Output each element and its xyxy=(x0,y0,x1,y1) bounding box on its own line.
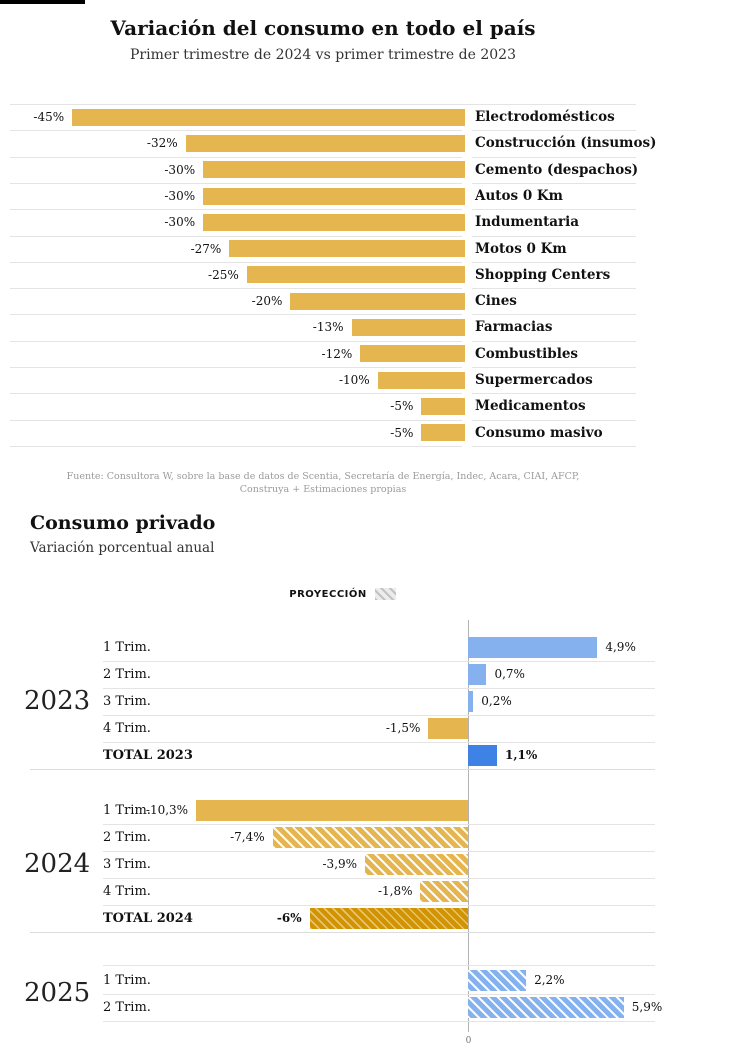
quarter-label: TOTAL 2024 xyxy=(103,911,193,926)
hatch-swatch-icon xyxy=(375,588,396,600)
year-label: 2024 xyxy=(24,849,91,879)
bar-value-label: -30% xyxy=(164,162,196,177)
row-divider xyxy=(10,183,462,184)
row-divider xyxy=(103,824,655,825)
quarter-label: 2 Trim. xyxy=(103,1000,151,1015)
chart2-subtitle: Variación porcentual anual xyxy=(30,540,215,556)
bar-value-label: -10% xyxy=(338,373,370,387)
bar xyxy=(229,240,465,257)
projection-bar xyxy=(310,908,468,929)
bar-category-label: Construcción (insumos) xyxy=(475,135,657,152)
row-divider xyxy=(103,715,655,716)
projection-bar xyxy=(273,827,468,848)
bar-category-label: Cines xyxy=(475,293,517,310)
bar xyxy=(468,745,497,766)
bar-category-label: Cemento (despachos) xyxy=(475,161,639,178)
bar-category-label: Autos 0 Km xyxy=(475,187,563,204)
bar xyxy=(360,345,465,362)
bar-category-label: Combustibles xyxy=(475,345,579,362)
quarter-label: 4 Trim. xyxy=(103,884,151,899)
bar xyxy=(428,718,468,739)
bar-value-label: -10,3% xyxy=(145,803,189,817)
row-divider xyxy=(10,209,462,210)
row-divider xyxy=(10,341,462,342)
bar-category-label: Indumentaria xyxy=(475,214,580,231)
section-divider xyxy=(30,932,655,933)
bar-category-label: Farmacias xyxy=(475,319,553,336)
row-divider xyxy=(103,965,655,966)
bar xyxy=(247,266,465,283)
quarter-label: 2 Trim. xyxy=(103,830,151,845)
bar xyxy=(203,188,465,205)
quarter-label: TOTAL 2023 xyxy=(103,748,193,763)
bar-value-label: -5% xyxy=(390,399,414,414)
projection-bar xyxy=(468,970,526,991)
row-divider xyxy=(10,130,462,131)
bar-value-label: -1,5% xyxy=(385,721,421,735)
quarter-label: 2 Trim. xyxy=(103,667,151,682)
row-divider xyxy=(103,1021,655,1022)
bar-value-label: -6% xyxy=(276,911,302,925)
bar-value-label: 5,9% xyxy=(631,1000,663,1014)
bar xyxy=(468,691,473,712)
quarter-label: 4 Trim. xyxy=(103,721,151,736)
row-divider xyxy=(103,994,655,995)
bar-value-label: 2,2% xyxy=(534,973,565,987)
chart1-title: Variación del consumo en todo el país xyxy=(110,16,536,40)
bar xyxy=(203,214,465,231)
bar-category-label: Shopping Centers xyxy=(475,266,611,283)
bar-value-label: 4,9% xyxy=(605,640,636,654)
top-corner-rule xyxy=(0,0,85,4)
chart1-subtitle: Primer trimestre de 2024 vs primer trimestre de 2023 xyxy=(130,47,516,63)
bar-value-label: -3,9% xyxy=(322,857,358,871)
bar xyxy=(421,398,465,415)
bar-value-label: -7,4% xyxy=(230,830,265,844)
bar xyxy=(468,637,597,658)
projection-legend-label: PROYECCIÓN xyxy=(289,588,367,600)
bar-category-label: Consumo masivo xyxy=(475,424,603,441)
bar-category-label: Supermercados xyxy=(475,372,593,388)
bar xyxy=(290,293,465,310)
row-divider xyxy=(472,446,636,447)
bar xyxy=(378,372,465,389)
bar xyxy=(352,319,465,336)
bar xyxy=(196,800,468,821)
row-divider xyxy=(10,236,462,237)
bar-value-label: 0,2% xyxy=(481,694,512,708)
year-label: 2023 xyxy=(24,686,91,716)
row-divider xyxy=(103,688,655,689)
bar-value-label: -25% xyxy=(208,267,239,282)
bar-value-label: -45% xyxy=(33,110,65,124)
source-line-1: Fuente: Consultora W, sobre la base de datos de Scentia, Secretaría de Energía, Indec, Acara, CIAI, AFCP, xyxy=(66,471,580,482)
quarter-label: 1 Trim. xyxy=(103,973,151,988)
quarter-label: 1 Trim. xyxy=(103,640,151,655)
zero-axis-label: 0 xyxy=(465,1036,472,1046)
chart2-title: Consumo privado xyxy=(30,512,216,534)
projection-bar xyxy=(468,997,624,1018)
row-divider xyxy=(10,157,462,158)
bar-value-label: -1,8% xyxy=(377,884,413,898)
bar xyxy=(421,424,465,441)
section-divider xyxy=(30,769,655,770)
row-divider xyxy=(10,314,462,315)
quarter-label: 3 Trim. xyxy=(103,694,151,709)
projection-bar xyxy=(365,854,468,875)
bar xyxy=(186,135,465,152)
bar-category-label: Electrodomésticos xyxy=(475,109,615,125)
row-divider xyxy=(103,661,655,662)
bar-value-label: -13% xyxy=(312,320,344,335)
bar-value-label: -5% xyxy=(390,425,414,440)
row-divider xyxy=(10,288,462,289)
bar-category-label: Medicamentos xyxy=(475,398,586,415)
chart2-bar-chart xyxy=(24,620,663,1055)
bar-value-label: -27% xyxy=(190,241,222,256)
projection-legend xyxy=(30,588,655,600)
bar-value-label: -32% xyxy=(146,136,178,151)
bar-value-label: 1,1% xyxy=(505,748,538,762)
row-divider xyxy=(103,851,655,852)
row-divider xyxy=(10,446,462,447)
quarter-label: 1 Trim. xyxy=(103,803,151,818)
bar-value-label: -30% xyxy=(164,215,196,230)
bar xyxy=(468,664,486,685)
projection-bar xyxy=(420,881,468,902)
bar-value-label: -30% xyxy=(164,188,196,203)
year-label: 2025 xyxy=(24,978,91,1008)
bar-value-label: -20% xyxy=(251,294,283,309)
chart1-source xyxy=(10,470,636,496)
bar-value-label: -12% xyxy=(321,346,353,361)
source-line-2: Construya + Estimaciones propias xyxy=(239,484,407,495)
bar-value-label: 0,7% xyxy=(494,667,525,681)
bar xyxy=(72,109,465,126)
bar xyxy=(203,161,465,178)
chart1-bar-chart xyxy=(10,104,657,446)
row-divider xyxy=(10,367,462,368)
bar-category-label: Motos 0 Km xyxy=(475,240,567,257)
quarter-label: 3 Trim. xyxy=(103,857,151,872)
